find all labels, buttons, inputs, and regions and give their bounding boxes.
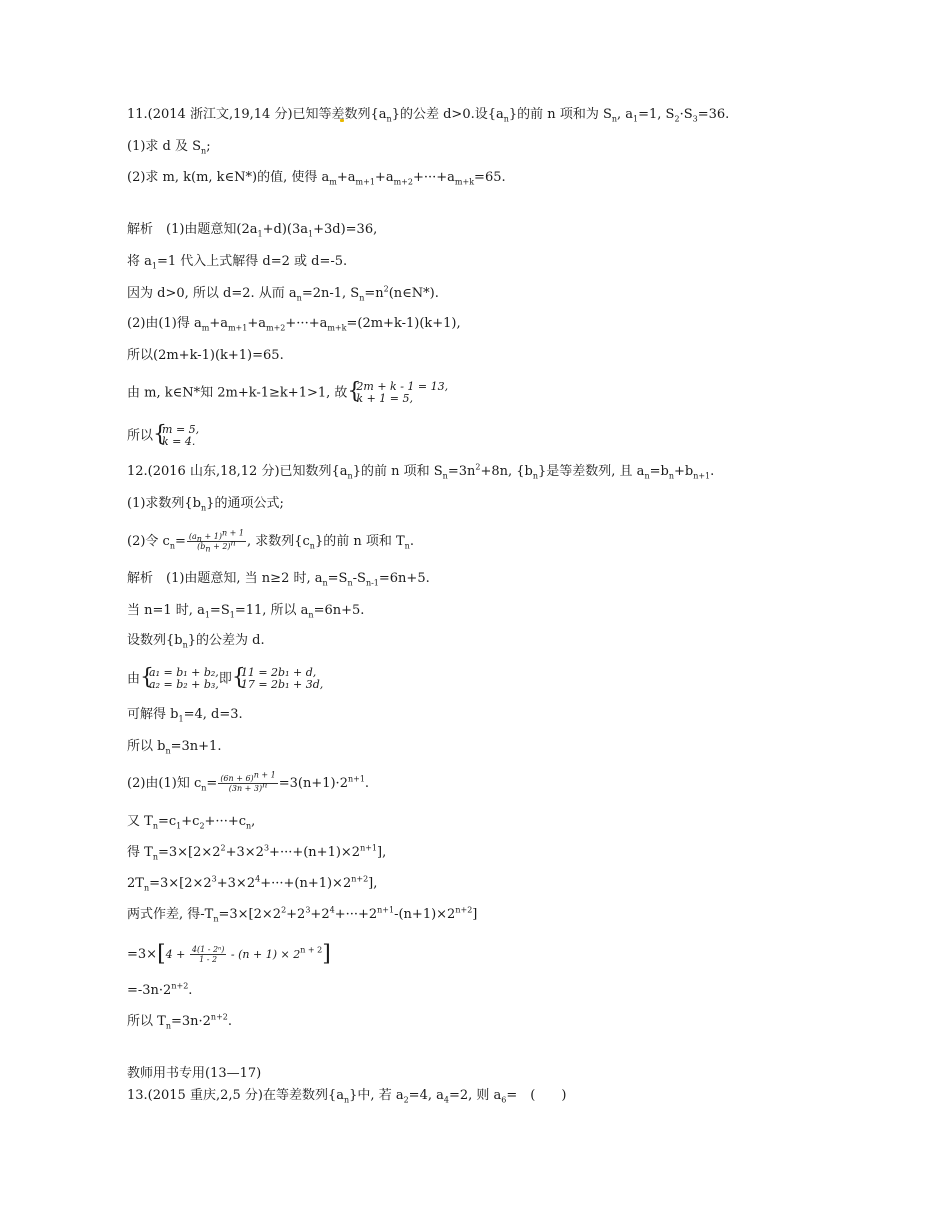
sol12-line13: $=-3n\cdot 2^{n+2}$. — [127, 981, 193, 998]
fraction: $\frac{(6n + 6)^{n + 1}}{(3n + 3)^n}$ — [220, 770, 276, 793]
equation-system: { m = 5, k = 4. — [153, 422, 200, 448]
sol12-line7: (2)由(1)知 $c_n=$ $\frac{(6n + 6)^{n + 1}}{(3n + 3)^n}$ $=3(n+1)\cdot 2^{n+1}$. — [127, 770, 370, 793]
sol12-line3: 设数列$\{b_n\}$的公差为 d. — [127, 633, 265, 650]
teacher-section-title: 教师用书专用(13—17) — [127, 1066, 262, 1081]
q12-part2: (2)令 $c_n=$ $\frac{(a_n + 1)^{n + 1}}{(b_n + 2)^n}$ , 求数列$\{c_n\}$的前 n 项和 $T_n$. — [127, 528, 414, 554]
sol12-line12: =3×[4 + $\frac{\text{4(1 - 2ⁿ)}}{1 - 2}$ - $(n + 1) \times 2^{n + 2}$] — [127, 941, 331, 967]
sol12-line5: 可解得 $b_1=4$, d=3. — [127, 707, 243, 724]
sol12-line10: $2T_n=3\times[2\times 2^3+3\times 2^4+\cdot\cdot\cdot+(n+1)\times 2^{n+2}]$, — [127, 874, 378, 893]
q11-stem: 11.(2014 浙江文,19,14 分)已知等差数列$\{a_n\}$的公差 d>0.设$\{a_n\}$的前 n 项和为 $S_n$, $a_1=1$, $S_2\cdot S_3=36$. — [127, 107, 730, 124]
sol11-line3: 因为 d>0, 所以 d=2. 从而 $a_n=2n-1$, $S_n=n^2(n\in N*)$. — [127, 284, 439, 303]
fraction: $\frac{(a_n + 1)^{n + 1}}{(b_n + 2)^n}$ — [188, 528, 244, 554]
sol11-line1: 解析 (1)由题意知$(2a_1+d)(3a_1+3d)=36$, — [127, 222, 378, 239]
q11-part1: (1)求 d 及 $S_n$; — [127, 139, 211, 156]
sol11-line7: 所以 { m = 5, k = 4. — [127, 422, 200, 448]
sol12-line4: 由 { a₁ = b₁ + b₂, a₂ = b₂ + b₃, 即 { 11 = 2b₁ + d, 17 = 2b₁ + 3d, — [127, 665, 324, 691]
sol12-line1: 解析 (1)由题意知, 当 n≥2 时, $a_n=S_n-S_{n-1}=6n+5$. — [127, 571, 430, 588]
sol12-line8: 又 $T_n=c_1+c_2+\cdot\cdot\cdot+c_n$, — [127, 814, 256, 831]
q12-stem: 12.(2016 山东,18,12 分)已知数列$\{a_n\}$的前 n 项和 $S_n=3n^2+8n$, $\{b_n\}$是等差数列, 且 $a_n=b_n+b_{n+1}$. — [127, 462, 715, 481]
sol11-line2: 将 $a_1=1$ 代入上式解得 d=2 或 d=-5. — [127, 254, 348, 271]
equation-system: { 11 = 2b₁ + d, 17 = 2b₁ + 3d, — [231, 665, 324, 691]
q11-part2: (2)求 m, k(m, k∈N*)的值, 使得 $a_m+a_{m+1}+a_{m+2}+\cdot\cdot\cdot+a_{m+k}=65$. — [127, 170, 506, 187]
sol11-line6: 由 m, k∈N*知 2m+k-1≥k+1>1, 故 { 2m + k - 1 = 13, k + 1 = 5, — [127, 379, 449, 405]
sol12-line9: 得 $T_n=3\times[2\times 2^2+3\times 2^3+\cdot\cdot\cdot+(n+1)\times 2^{n+1}]$, — [127, 843, 387, 862]
sol12-line11: 两式作差, 得$-T_n=3\times[2\times 2^2+2^3+2^4+\cdot\cdot\cdot+2^{n+1}-(n+1)\times 2^{n+2}]$ — [127, 905, 478, 924]
equation-system: { a₁ = b₁ + b₂, a₂ = b₂ + b₃, — [140, 665, 219, 691]
sol11-line5: 所以(2m+k-1)(k+1)=65. — [127, 348, 284, 363]
equation-system: { 2m + k - 1 = 13, k + 1 = 5, — [347, 379, 449, 405]
sol11-line4: (2)由(1)得 $a_m+a_{m+1}+a_{m+2}+\cdot\cdot\cdot+a_{m+k}=(2m+k-1)(k+1)$, — [127, 316, 461, 333]
sol12-line2: 当 n=1 时, $a_1=S_1=11$, 所以 $a_n=6n+5$. — [127, 603, 365, 620]
q12-part1: (1)求数列$\{b_n\}$的通项公式; — [127, 496, 284, 513]
sol12-line14: 所以 $T_n=3n\cdot 2^{n+2}$. — [127, 1012, 233, 1031]
q13-stem: 13.(2015 重庆,2,5 分)在等差数列$\{a_n\}$中, 若 $a_2=4$, $a_4=2$, 则 $a_6=$ ( ) — [127, 1088, 567, 1105]
fraction: $\frac{\text{4(1 - 2ⁿ)}}{1 - 2}$ — [191, 945, 225, 964]
sol12-line6: 所以 $b_n=3n+1$. — [127, 739, 222, 756]
